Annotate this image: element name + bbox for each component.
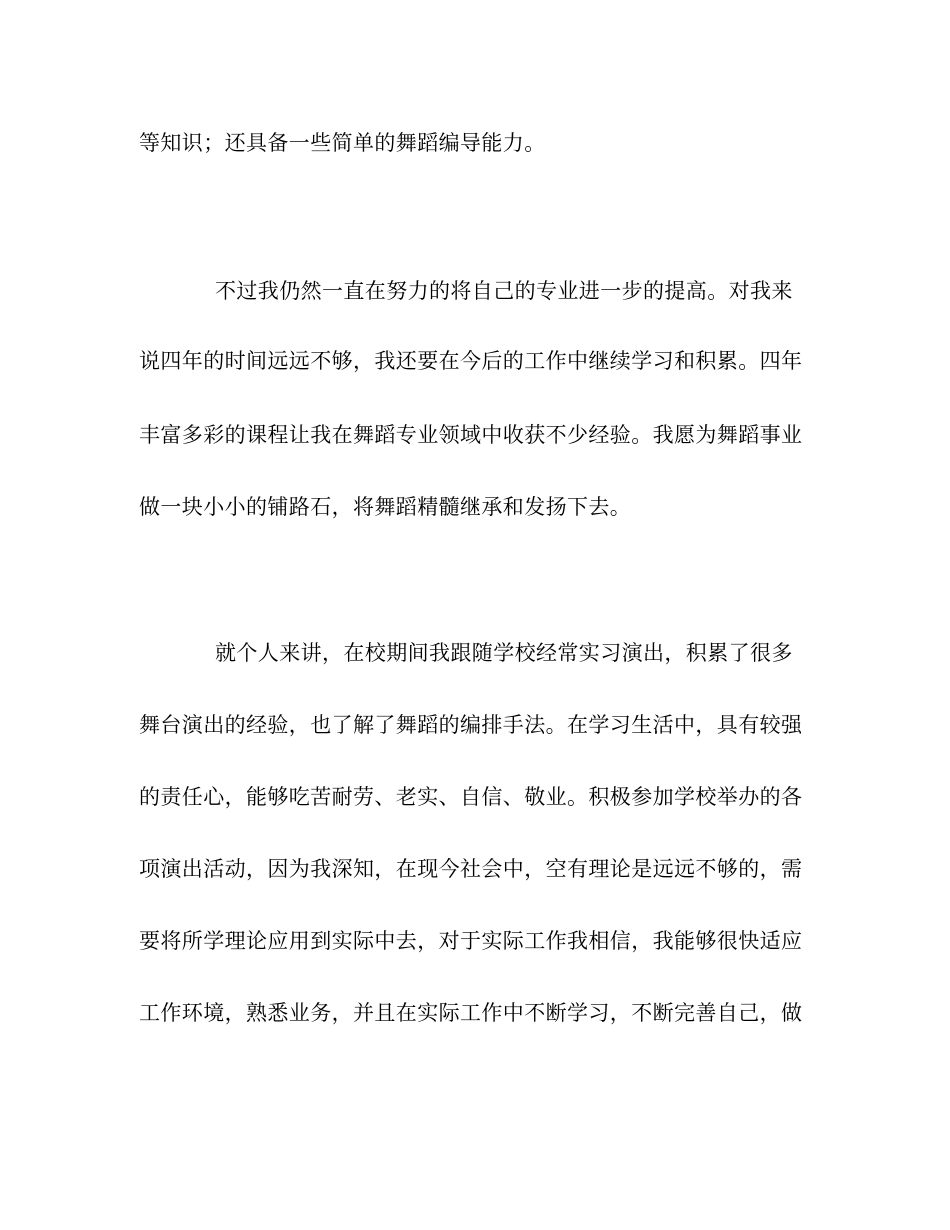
paragraph-2-line-2: 说四年的时间远远不够，我还要在今后的工作中继续学习和积累。四年	[139, 349, 803, 373]
paragraph-2-line-3: 丰富多彩的课程让我在舞蹈专业领域中收获不少经验。我愿为舞蹈事业	[139, 423, 803, 447]
paragraph-3-line-6: 工作环境，熟悉业务，并且在实际工作中不断学习，不断完善自己，做	[139, 1001, 803, 1025]
paragraph-3-line-1: 就个人来讲，在校期间我跟随学校经常实习演出，积累了很多	[215, 641, 793, 665]
paragraph-3-line-5: 要将所学理论应用到实际中去，对于实际工作我相信，我能够很快适应	[139, 929, 803, 953]
paragraph-1-line-1: 等知识；还具备一些简单的舞蹈编导能力。	[139, 131, 546, 155]
paragraph-3-line-2: 舞台演出的经验，也了解了舞蹈的编排手法。在学习生活中，具有较强	[139, 713, 803, 737]
paragraph-2-line-4: 做一块小小的铺路石，将舞蹈精髓继承和发扬下去。	[139, 495, 632, 519]
paragraph-2-line-1: 不过我仍然一直在努力的将自己的专业进一步的提高。对我来	[215, 279, 793, 303]
paragraph-3-line-3: 的责任心，能够吃苦耐劳、老实、自信、敬业。积极参加学校举办的各	[139, 785, 803, 809]
paragraph-3-line-4: 项演出活动，因为我深知，在现今社会中，空有理论是远远不够的，需	[139, 857, 803, 881]
